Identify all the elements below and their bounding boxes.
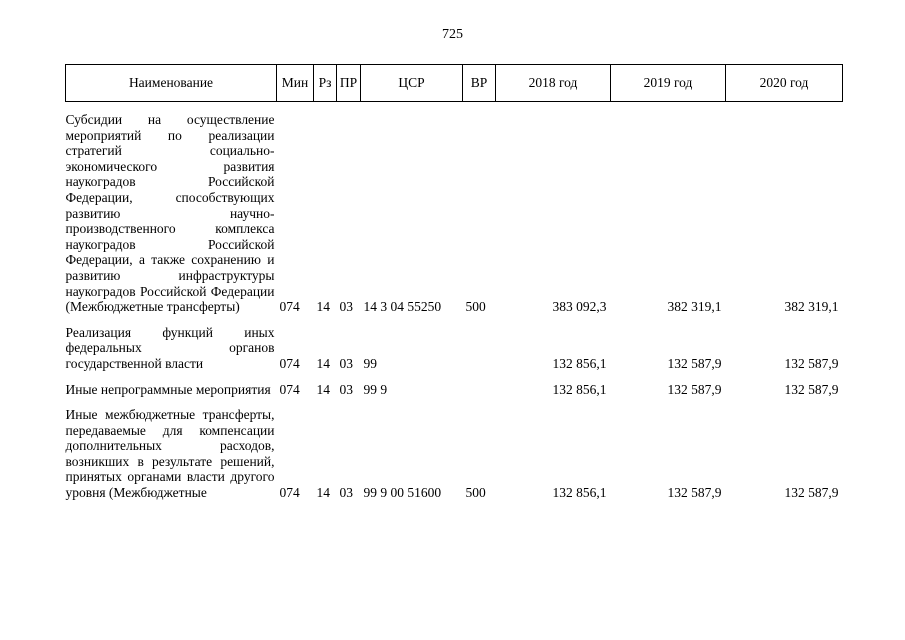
- table-row: [66, 325, 843, 372]
- row-csr: 99 9 00 51600: [363, 485, 442, 501]
- row-2018: 132 856,1: [552, 355, 607, 371]
- row-2020: 132 587,9: [784, 355, 839, 371]
- row-2019: 382 319,1: [667, 299, 722, 315]
- row-rz: 14: [316, 355, 330, 371]
- header-pr: ПР: [337, 65, 361, 102]
- row-csr: 99: [363, 355, 377, 371]
- row-rz: 14: [316, 299, 330, 315]
- row-2020: 132 587,9: [784, 485, 839, 501]
- row-vr: [463, 382, 496, 398]
- row-rz: 14: [316, 381, 330, 397]
- row-csr: 14 3 04 55250: [363, 299, 442, 315]
- table-row: [66, 382, 843, 398]
- row-2018: 132 856,1: [552, 485, 607, 501]
- row-2018: 383 092,3: [552, 299, 607, 315]
- row-2018: 132 856,1: [552, 381, 607, 397]
- header-name: Наименование: [66, 65, 277, 102]
- row-pr: 03: [339, 355, 353, 371]
- row-2020: 132 587,9: [784, 381, 839, 397]
- row-rz: 14: [316, 485, 330, 501]
- table-row: [66, 112, 843, 315]
- row-name: Реализация функций иных федеральных органов государственной власти: [65, 324, 275, 371]
- row-csr: 99 9: [363, 381, 388, 397]
- row-2019: 132 587,9: [667, 355, 722, 371]
- row-min: 074: [279, 485, 300, 501]
- row-vr: [463, 325, 496, 372]
- header-csr: ЦСР: [361, 65, 463, 102]
- row-name: Иные межбюджетные трансферты, передаваемые для компенсации дополнительных расходов, возникших в результате решений, принятых органами власти другого уровня (Межбюджетные: [65, 407, 275, 501]
- page-number: 725: [442, 27, 463, 42]
- row-vr: 500: [465, 299, 486, 315]
- row-2019: 132 587,9: [667, 381, 722, 397]
- row-vr: 500: [465, 485, 486, 501]
- row-pr: 03: [339, 299, 353, 315]
- budget-table-container: [65, 64, 842, 501]
- row-pr: 03: [339, 381, 353, 397]
- header-rz: Рз: [314, 65, 337, 102]
- row-2020: 382 319,1: [784, 299, 839, 315]
- row-name: Иные непрограммные мероприятия: [65, 381, 271, 397]
- table-body: [66, 102, 843, 501]
- header-vr: ВР: [463, 65, 496, 102]
- header-2020: 2020 год: [726, 65, 843, 102]
- row-min: 074: [279, 355, 300, 371]
- row-min: 074: [279, 381, 300, 397]
- row-2019: 132 587,9: [667, 485, 722, 501]
- row-name: Субсидии на осуществление мероприятий по реализации стратегий социально-экономического развития наукоградов Российской Федерации, способствующих развитию научно-производственного комплекса наукоградов Российской Федерации, а также сохранению и развитию инфраструктуры наукоградов Российской Федерации (Межбюджетные трансферты): [65, 112, 275, 315]
- budget-table: [65, 64, 843, 501]
- table-row: [66, 407, 843, 501]
- header-row: [66, 65, 843, 102]
- header-2018: 2018 год: [496, 65, 611, 102]
- row-min: 074: [279, 299, 300, 315]
- header-2019: 2019 год: [611, 65, 726, 102]
- header-min: Мин: [277, 65, 314, 102]
- table-header: [66, 65, 843, 102]
- row-pr: 03: [339, 485, 353, 501]
